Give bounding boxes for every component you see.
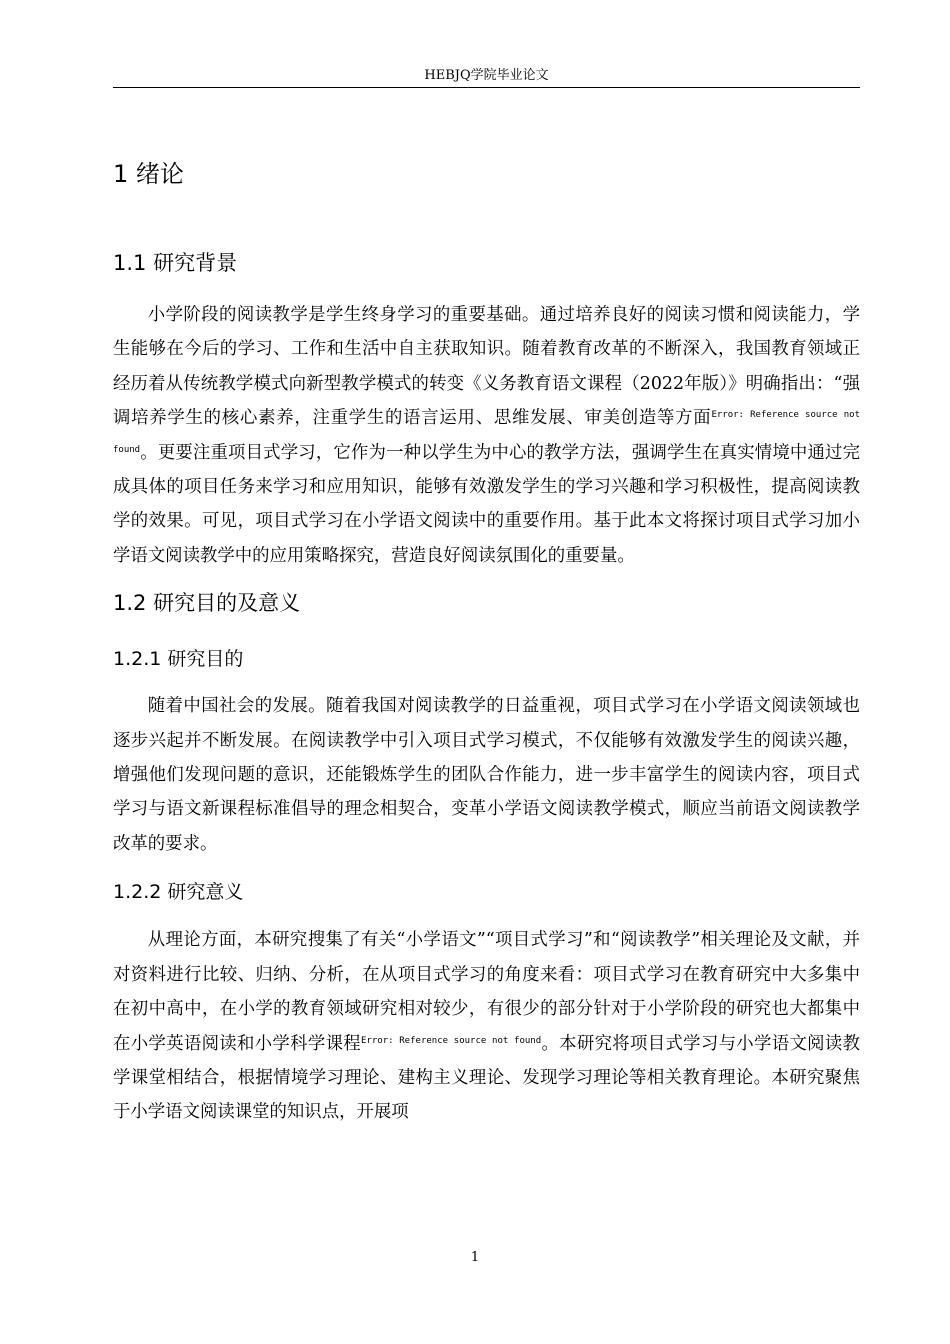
paragraph-text: 。更要注重项目式学习，它作为一种以学生为中心的教学方法，强调学生在真实情境中通过完成具体的项目任务来学习和应用知识，能够有效激发学生的学习兴趣和学习积极性，提高阅读教学的效果。可见，项目式学习在小学语文阅读中的重要作用。基于此本文将探讨项目式学习加小学语文阅读教学中的应用策略探究，营造良好阅读氛围化的重要量。	[113, 442, 860, 566]
paragraph-text: 。本研究将项目式学习与小学语文阅读教学课堂相结合，根据情境学习理论、建构主义理论、发现学习理论等相关教育理论。本研究聚焦于小学语文阅读课堂的知识点，开展项	[113, 1033, 860, 1123]
paragraph-text: 小学阶段的阅读教学是学生终身学习的重要基础。通过培养良好的阅读习惯和阅读能力，学生能够在今后的学习、工作和生活中自主获取知识。随着教育改革的不断深入，我国教育领域正经历着从传统教学模式向新型教学模式的转变《义务教育语文课程（2022年版）》明确指出：“强调培养学生的核心素养，注重学生的语言运用、思维发展、审美创造等方面	[113, 305, 860, 429]
page-number: 1	[470, 1250, 480, 1265]
header-title: HEBJQ学院毕业论文	[424, 68, 549, 83]
section-1-2-1-title: 1.2.1 研究目的	[113, 648, 244, 671]
section-1-1-title: 1.1 研究背景	[113, 251, 238, 275]
document-body	[113, 150, 860, 1130]
page-header	[113, 68, 860, 88]
reference-error: Error: Reference source not found	[361, 1035, 542, 1046]
section-1-1-paragraph	[113, 298, 860, 573]
reference-error: Error: Reference source not found	[113, 410, 860, 455]
section-1-2-2-paragraph	[113, 923, 860, 1129]
paragraph-text: 从理论方面，本研究搜集了有关“小学语文”“项目式学习”和“阅读教学”相关理论及文献，并对资料进行比较、归纳、分析，在从项目式学习的角度来看：项目式学习在教育研究中大多集中在初中高中，在小学的教育领域研究相对较少，有很少的部分针对于小学阶段的研究也大都集中在小学英语阅读和小学科学课程	[113, 930, 860, 1054]
section-1-2-2-title: 1.2.2 研究意义	[113, 881, 244, 904]
section-1-2-title: 1.2 研究目的及意义	[113, 591, 301, 616]
section-1-2-1-paragraph: 随着中国社会的发展。随着我国对阅读教学的日益重视，项目式学习在小学语文阅读领域也逐步兴起并不断发展。在阅读教学中引入项目式学习模式，不仅能够有效激发学生的阅读兴趣，增强他们发现问题的意识，还能锻炼学生的团队合作能力，进一步丰富学生的阅读内容，项目式学习与语文新课程标准倡导的理念相契合，变革小学语文阅读教学模式，顺应当前语文阅读教学改革的要求。	[113, 696, 860, 854]
chapter-title: 1 绪论	[113, 160, 184, 188]
